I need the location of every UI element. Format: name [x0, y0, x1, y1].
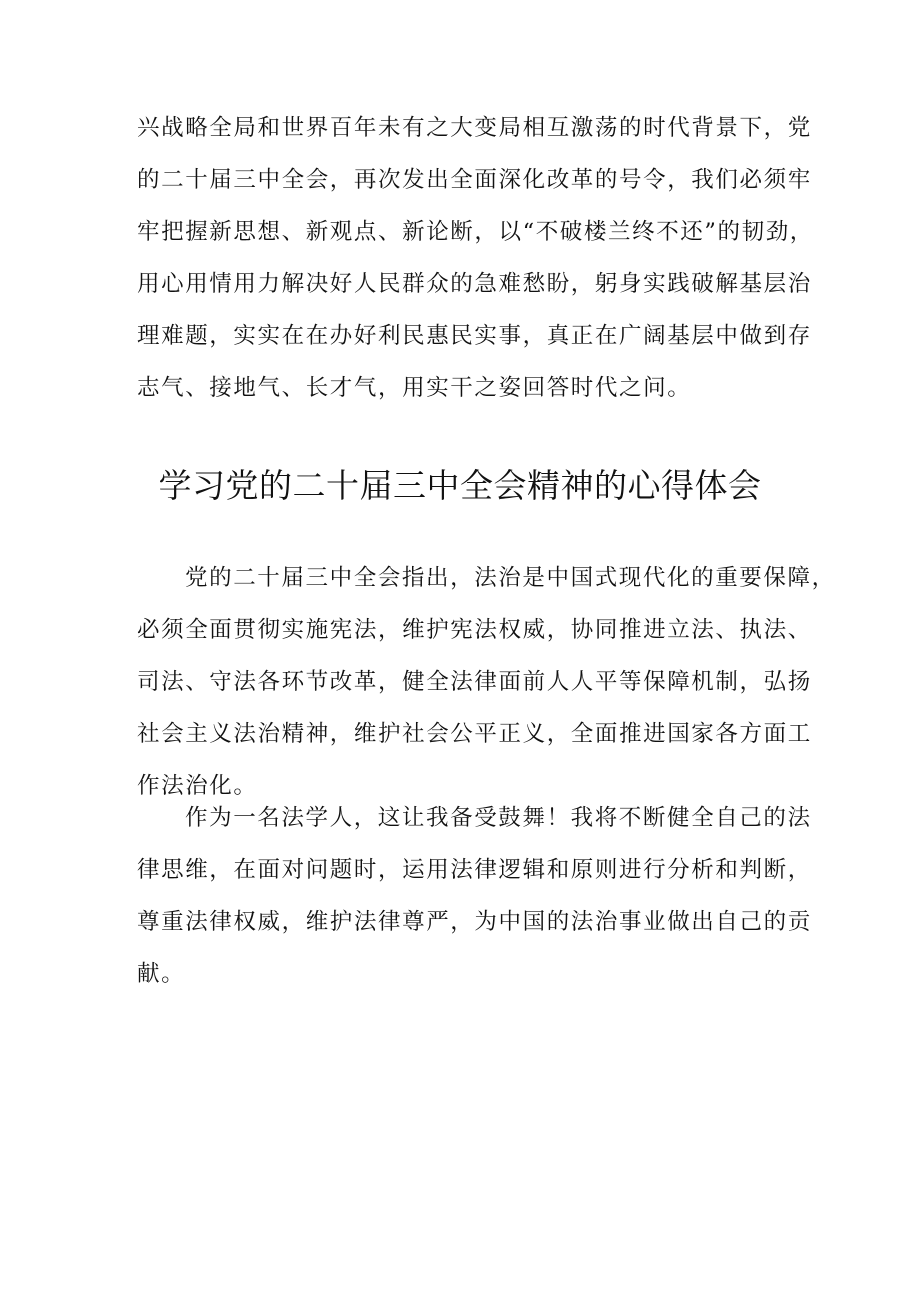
paragraph-line: 理难题，实实在在办好利民惠民实事，真正在广阔基层中做到存	[137, 323, 812, 349]
paragraph-line: 必须全面贯彻实施宪法，维护宪法权威，协同推进立法、执法、	[137, 617, 812, 643]
paragraph-line: 兴战略全局和世界百年未有之大变局相互激荡的时代背景下，党	[137, 115, 812, 141]
paragraph-line: 作法治化。	[137, 773, 258, 799]
paragraph-line: 献。	[137, 961, 186, 987]
paragraph-line: 的二十届三中全会，再次发出全面深化改革的号令，我们必须牢	[137, 167, 812, 193]
paragraph-line: 党的二十届三中全会指出，法治是中国式现代化的重要保障，	[185, 565, 836, 591]
paragraph-line: 用心用情用力解决好人民群众的急难愁盼，躬身实践破解基层治	[137, 271, 812, 297]
body-paragraph-2	[137, 792, 812, 1000]
paragraph-line: 尊重法律权威，维护法律尊严，为中国的法治事业做出自己的贡	[137, 909, 812, 935]
article-title: 学习党的二十届三中全会精神的心得体会	[158, 466, 762, 505]
paragraph-line: 牢把握新思想、新观点、新论断，以“不破楼兰终不还”的韧劲，	[137, 219, 814, 245]
paragraph-line: 志气、接地气、长才气，用实干之姿回答时代之问。	[137, 375, 692, 401]
paragraph-line: 作为一名法学人，这让我备受鼓舞！我将不断健全自己的法	[185, 805, 812, 831]
paragraph-line: 社会主义法治精神，维护社会公平正义，全面推进国家各方面工	[137, 721, 812, 747]
paragraph-line: 律思维，在面对问题时，运用法律逻辑和原则进行分析和判断，	[137, 857, 812, 883]
paragraph-line: 司法、守法各环节改革，健全法律面前人人平等保障机制，弘扬	[137, 669, 812, 695]
body-paragraph-1	[137, 552, 836, 812]
continued-paragraph	[137, 102, 814, 414]
title-block	[0, 456, 920, 516]
